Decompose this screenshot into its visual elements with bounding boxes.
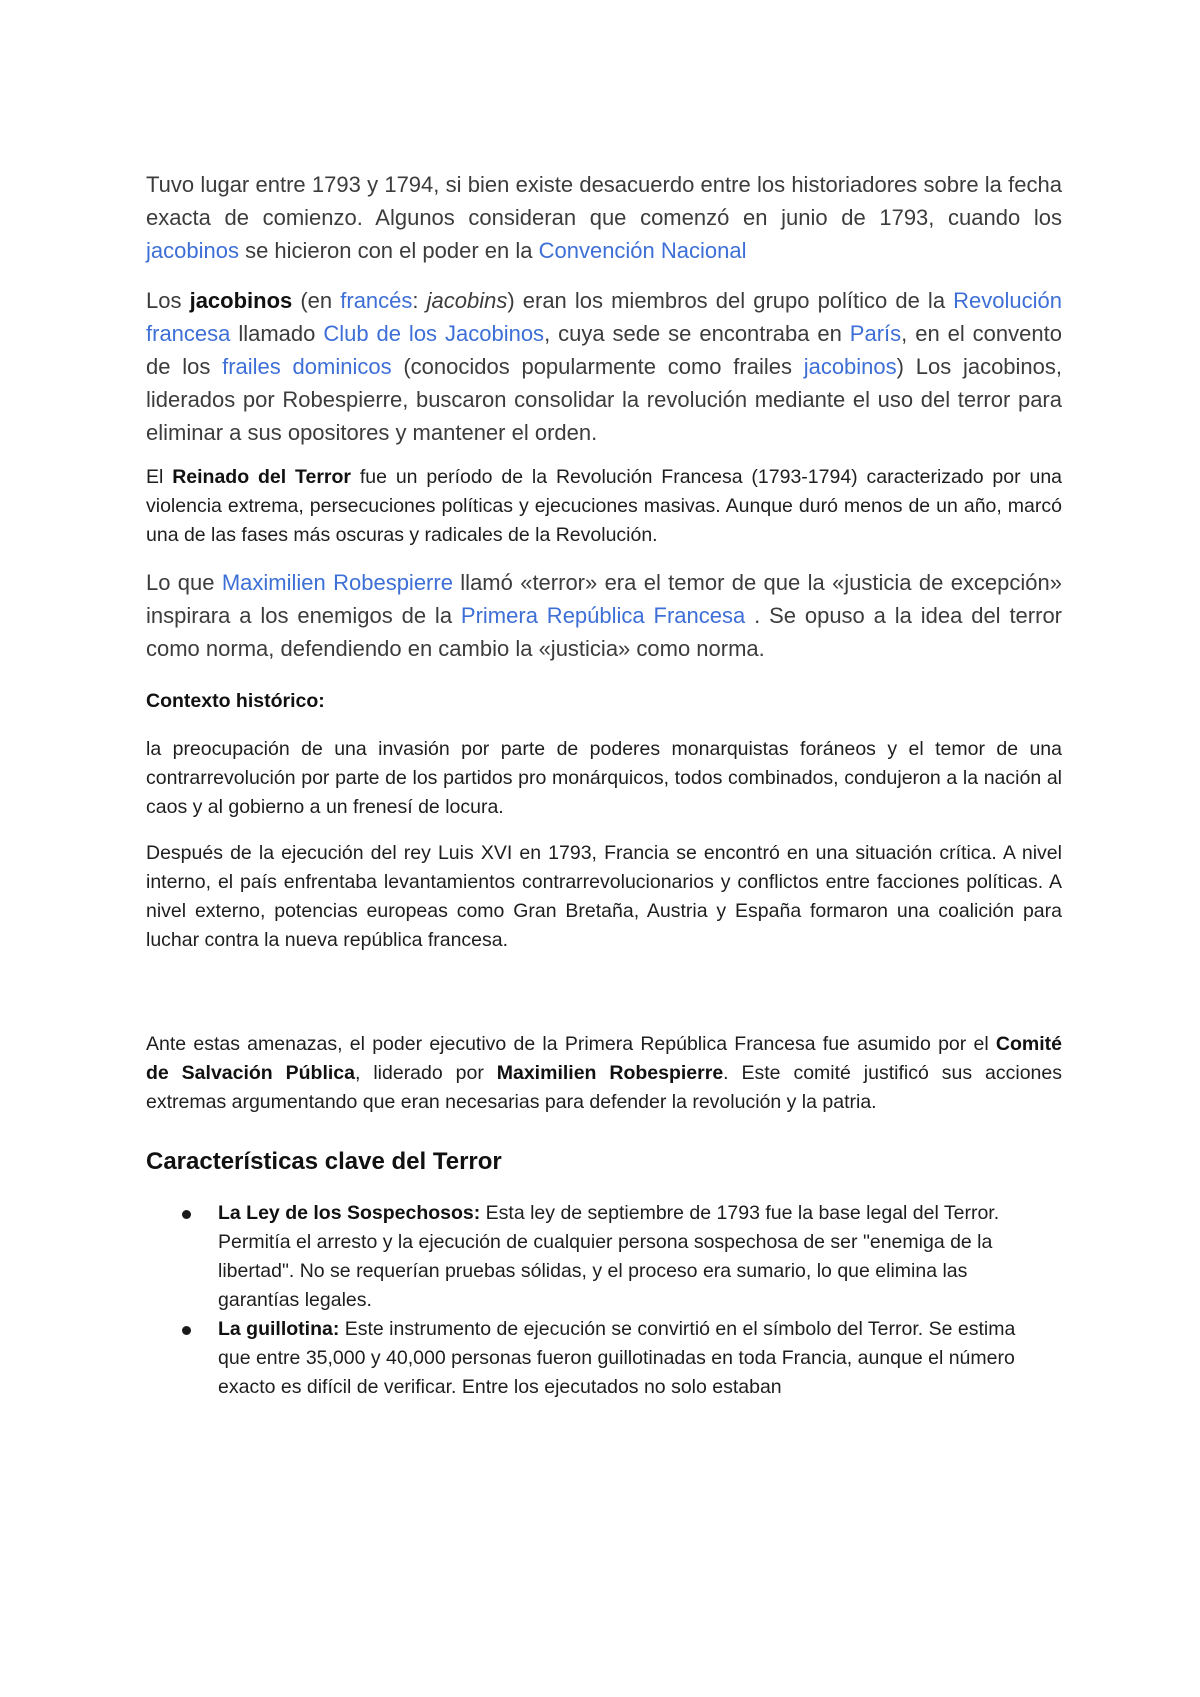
document-page <box>146 168 1062 1402</box>
italic-jacobins: jacobins <box>426 288 508 313</box>
list-item <box>218 1199 1062 1315</box>
link-paris[interactable]: París <box>849 321 902 346</box>
bullet-text: Esta ley de septiembre de 1793 fue la base legal del Terror. Permitía el arresto y la ejecución de cualquier persona sospechosa de ser "enemiga de la libertad". No se requerían pruebas sólidas, y el proceso era sumario, lo que elimina las garantías legales. <box>218 1202 1000 1311</box>
paragraph-robespierre: Lo que Maximilien Robespierre llamó «terror» era el temor de que la «justicia de excepción» inspirara a los enemigos de la Primera República Francesa . Se opuso a la idea del terror como norma, defendiendo en cambio la «justicia» como norma. <box>146 570 1062 661</box>
paragraph-jacobinos: Los jacobinos (en francés: jacobins) eran los miembros del grupo político de la Revolución francesa llamado Club de los Jacobinos, cuya sede se encontraba en París, en el convento de los frailes dominicos (conocidos popularmente como frailes jacobinos) Los jacobinos, liderados por Robespierre, buscaron consolidar la revolución mediante el uso del terror para eliminar a sus opositores y mantener el orden. <box>146 288 1063 445</box>
bold-maximilien-robespierre: Maximilien Robespierre <box>496 1062 724 1084</box>
link-revolucion-francesa[interactable]: Revolución francesa <box>146 288 1062 346</box>
bullet-icon <box>182 1326 191 1335</box>
link-primera-republica-francesa[interactable]: Primera República Francesa <box>460 603 755 628</box>
bold-jacobinos: jacobinos <box>189 288 293 313</box>
bullet-title: La Ley de los Sospechosos: <box>218 1202 481 1224</box>
link-club-jacobinos[interactable]: Club de los Jacobinos <box>323 321 545 346</box>
bullet-icon <box>182 1210 191 1219</box>
link-frailes-dominicos[interactable]: frailes dominicos <box>222 354 392 379</box>
paragraph-intro: Tuvo lugar entre 1793 y 1794, si bien existe desacuerdo entre los historiadores sobre la fecha exacta de comienzo. Algunos consideran que comenzó en junio de 1793, cuando los jacobinos se hicieron con el poder en la Convención Nacional <box>146 172 1062 263</box>
bullet-title: La guillotina: <box>218 1318 340 1340</box>
link-frances[interactable]: francés <box>340 288 413 313</box>
list-item <box>218 1315 1062 1402</box>
paragraph-ejecucion-luis: Después de la ejecución del rey Luis XVI en 1793, Francia se encontró en una situación crítica. A nivel interno, el país enfrentaba levantamientos contrarrevolucionarios y conflictos entre facciones políticas. A nivel externo, potencias europeas como Gran Bretaña, Austria y España formaron una coalición para luchar contra la nueva república francesa. <box>146 842 1062 951</box>
bullet-text: Este instrumento de ejecución se convirtió en el símbolo del Terror. Se estima que entre 35,000 y 40,000 personas fueron guillotinadas en toda Francia, aunque el número exacto es difícil de verificar. Entre los ejecutados no solo estaban <box>218 1318 1016 1398</box>
contexto-heading: Contexto histórico: <box>146 690 325 712</box>
characteristics-list <box>146 1199 1062 1402</box>
link-convencion-nacional[interactable]: Convención Nacional <box>538 238 747 263</box>
section-heading: Características clave del Terror <box>146 1148 502 1175</box>
paragraph-reinado-terror: El Reinado del Terror fue un período de la Revolución Francesa (1793-1794) caracterizado por una violencia extrema, persecuciones políticas y ejecuciones masivas. Aunque duró menos de un año, marcó una de las fases más oscuras y radicales de la Revolución. <box>146 466 1063 546</box>
link-jacobinos[interactable]: jacobinos <box>146 238 239 263</box>
link-maximilien-robespierre[interactable]: Maximilien Robespierre <box>221 570 453 595</box>
paragraph-contexto: la preocupación de una invasión por parte de poderes monarquistas foráneos y el temor de una contrarrevolución por parte de los partidos pro monárquicos, todos combinados, condujeron a la nación al caos y al gobierno a un frenesí de locura. <box>146 738 1062 818</box>
paragraph-comite: Ante estas amenazas, el poder ejecutivo de la Primera República Francesa fue asumido por el Comité de Salvación Pública, liderado por Maximilien Robespierre. Este comité justificó sus acciones extremas argumentando que eran necesarias para defender la revolución y la patria. <box>146 1033 1062 1113</box>
bold-comite-salvacion: Comité de Salvación Pública <box>146 1033 1062 1084</box>
bold-reinado-del-terror: Reinado del Terror <box>172 466 352 488</box>
link-jacobinos-2[interactable]: jacobinos <box>803 354 897 379</box>
